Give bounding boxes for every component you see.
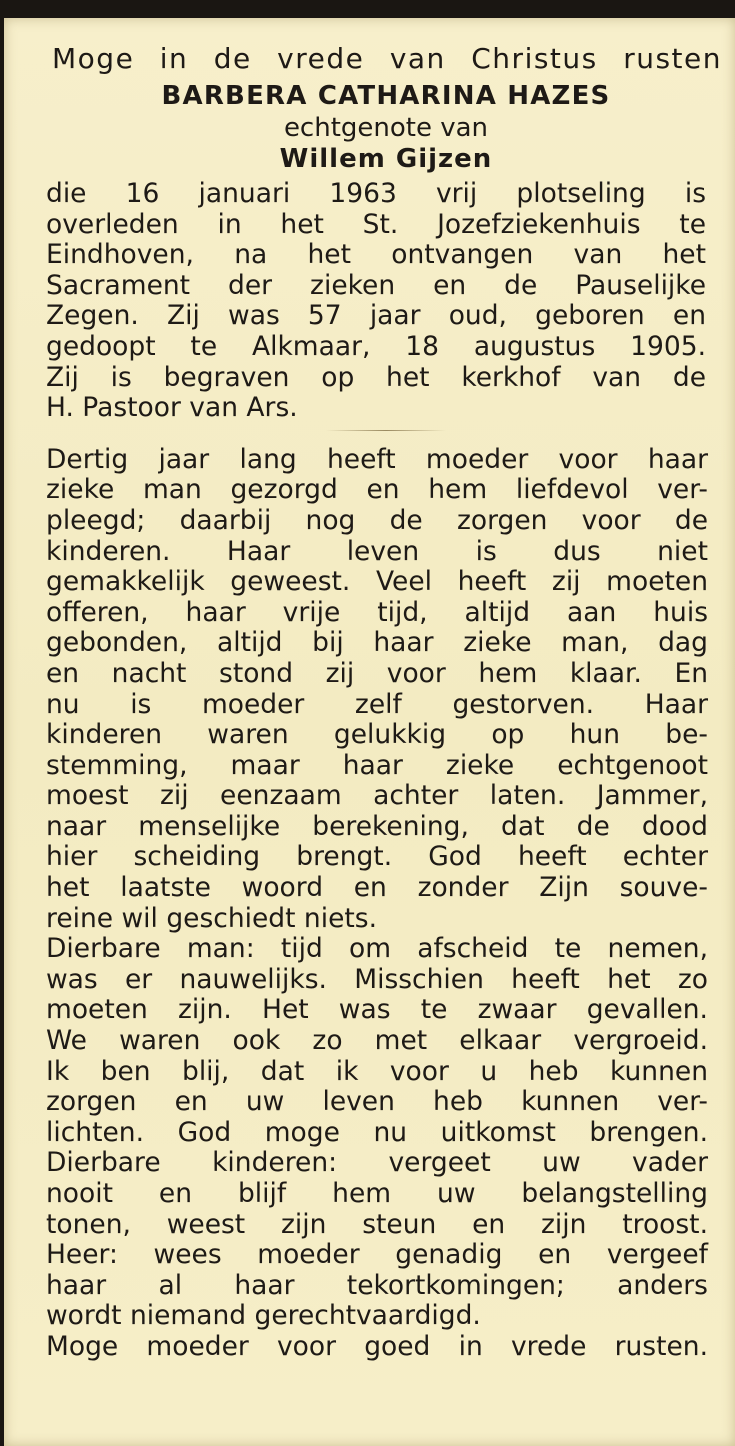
text-line: moest zij eenzaam achter laten. Jammer, xyxy=(46,780,708,812)
card-content xyxy=(46,40,726,1363)
text-line: het laatste woord en zonder Zijn souve- xyxy=(46,872,708,904)
text-line: zieke man gezorgd en hem liefdevol ver- xyxy=(46,474,708,506)
text-line: tonen, weest zijn steun en zijn troost. xyxy=(46,1208,708,1240)
text-line: naar menselijke berekening, dat de dood xyxy=(46,810,708,842)
intro-line: Moge in de vrede van Christus rusten xyxy=(52,42,722,75)
divider xyxy=(326,430,446,431)
text-line: Dierbare kinderen: vergeet uw vader xyxy=(46,1147,708,1179)
text-line: Ik ben blij, dat ik voor u heb kunnen xyxy=(46,1055,708,1087)
text-line: gedoopt te Alkmaar, 18 augustus 1905. xyxy=(46,330,706,362)
text-line: Moge moeder voor goed in vrede rusten. xyxy=(46,1330,708,1362)
text-line: wordt niemand gerechtvaardigd. xyxy=(46,1300,481,1332)
text-line: pleegd; daarbij nog de zorgen voor de xyxy=(46,504,708,536)
text-line: moeten zijn. Het was te zwaar gevallen. xyxy=(46,994,708,1026)
tribute-paragraph xyxy=(46,445,726,1363)
text-line: nu is moeder zelf gestorven. Haar xyxy=(46,688,708,720)
text-line: overleden in het St. Jozefziekenhuis te xyxy=(46,208,706,240)
text-line: offeren, haar vrije tijd, altijd aan huis xyxy=(46,596,708,628)
text-line: stemming, maar haar zieke echtgenoot xyxy=(46,749,708,781)
text-line: gemakkelijk geweest. Veel heeft zij moeten xyxy=(46,566,708,598)
text-line: hier scheiding brengt. God heeft echter xyxy=(46,841,708,873)
deceased-name: BARBERA CATHARINA HAZES xyxy=(161,81,611,111)
text-line: kinderen. Haar leven is dus niet xyxy=(46,535,708,567)
spouse-name: Willem Gijzen xyxy=(279,144,493,174)
text-line: haar al haar tekortkomingen; anders xyxy=(46,1269,708,1301)
text-line: Zegen. Zij was 57 jaar oud, geboren en xyxy=(46,300,706,332)
text-line: Eindhoven, na het ontvangen van het xyxy=(46,239,706,271)
text-line: Dierbare man: tijd om afscheid te nemen, xyxy=(46,933,708,965)
text-line: zorgen en uw leven heb kunnen ver- xyxy=(46,1086,708,1118)
text-line: was er nauwelijks. Misschien heeft het zo xyxy=(46,963,708,995)
text-line: reine wil geschiedt niets. xyxy=(46,902,378,934)
memorial-card xyxy=(4,18,735,1446)
text-line: Dertig jaar lang heeft moeder voor haar xyxy=(46,443,708,475)
biography-paragraph xyxy=(46,179,726,424)
text-line: en nacht stond zij voor hem klaar. En xyxy=(46,657,708,689)
relation-line: echtgenote van xyxy=(283,113,489,143)
text-line: kinderen waren gelukkig op hun be- xyxy=(46,719,708,751)
text-line: gebonden, altijd bij haar zieke man, dag xyxy=(46,627,708,659)
text-line: H. Pastoor van Ars. xyxy=(46,392,298,424)
text-line: Sacrament der zieken en de Pauselijke xyxy=(46,269,706,301)
text-line: lichten. God moge nu uitkomst brengen. xyxy=(46,1116,708,1148)
text-line: Heer: wees moeder genadig en vergeef xyxy=(46,1239,708,1271)
text-line: Zij is begraven op het kerkhof van de xyxy=(46,361,706,393)
text-line: nooit en blijf hem uw belangstelling xyxy=(46,1178,708,1209)
text-line: die 16 januari 1963 vrij plotseling is xyxy=(46,178,706,209)
text-line: We waren ook zo met elkaar vergroeid. xyxy=(46,1025,708,1057)
